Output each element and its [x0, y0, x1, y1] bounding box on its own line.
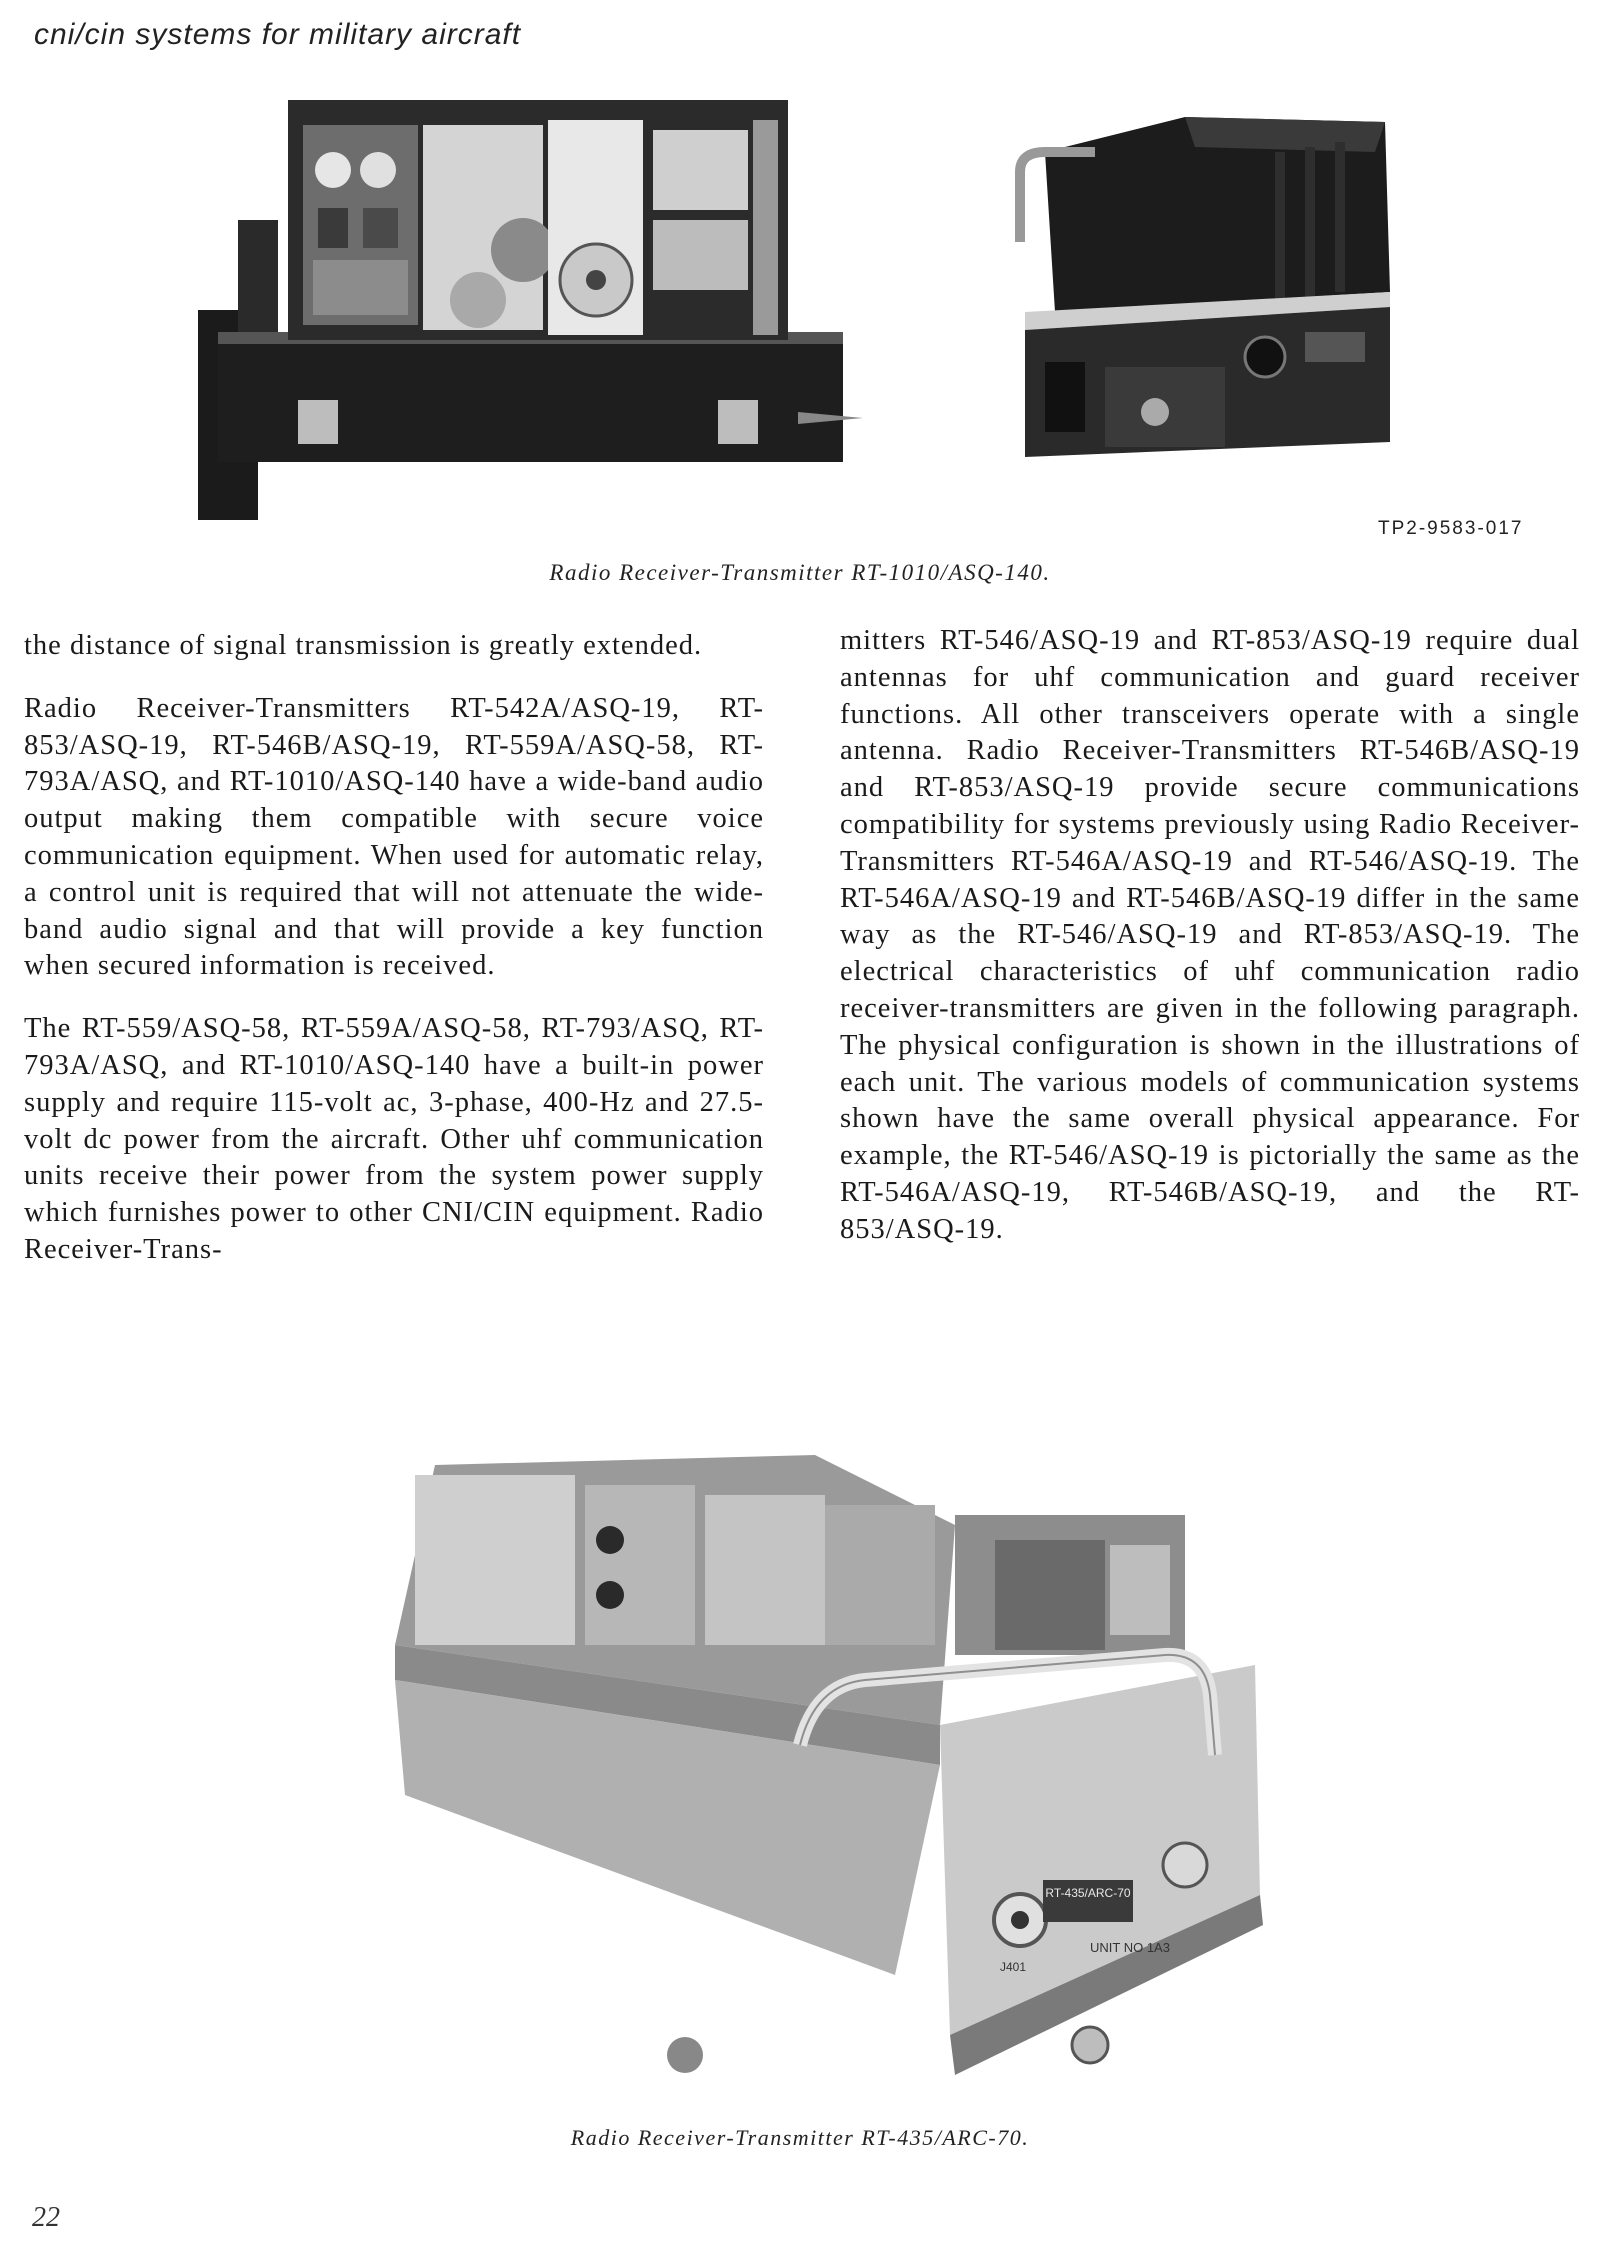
photo-rt1010-open-chassis	[198, 100, 863, 525]
photo-rt435-unit	[395, 1455, 1265, 2100]
nameplate-model: RT-435/ARC-70	[1045, 1886, 1131, 1900]
text-column-left	[24, 628, 764, 1295]
receiver-open-chassis-image	[198, 100, 863, 525]
running-head: cni/cin systems for military aircraft	[34, 18, 522, 51]
paragraph: The RT-559/ASQ-58, RT-559A/ASQ-58, RT-793/ASQ, RT-793A/ASQ, and RT-1010/ASQ-140 have a built-in power supply and require 115-volt ac, 3-phase, 400-Hz and 27.5-volt dc power from the aircraft. Other uhf communication units receive their power from the system power supply which furnishes power to other CNI/CIN equipment. Radio Receiver-Trans-	[24, 1013, 764, 1265]
paragraph: Radio Receiver-Transmitters RT-542A/ASQ-19, RT-853/ASQ-19, RT-546B/ASQ-19, RT-559A/ASQ-58, RT-793A/ASQ, and RT-1010/ASQ-140 have a wide-band audio output making them compatible with secure voice communication equipment. When used for automatic relay, a control unit is required that will not attenuate the wide-band audio signal and that will provide a key function when secured information is received.	[24, 692, 764, 982]
paragraph: mitters RT-546/ASQ-19 and RT-853/ASQ-19 require dual antennas for uhf communication and guard receiver functions. All other transceivers operate with a single antenna. Radio Receiver-Transmitters RT-546B/ASQ-19 and RT-853/ASQ-19 provide secure communications compatibility for systems previously using Radio Receiver-Transmitters RT-546A/ASQ-19 and RT-546/ASQ-19. The RT-546A/ASQ-19 and RT-546B/ASQ-19 differ in the same way as the RT-546/ASQ-19 and RT-853/ASQ-19. The electrical characteristics of uhf communication radio receiver-transmitters are given in the following paragraph. The physical configuration is shown in the illustrations of each unit. The various models of communication systems shown have the same overall physical appearance. For example, the RT-546/ASQ-19 is pictorially the same as the RT-546A/ASQ-19, RT-546B/ASQ-19, and the RT-853/ASQ-19.	[840, 625, 1580, 1245]
receiver-rt435-image	[395, 1455, 1265, 2100]
photo-rt1010-closed-case	[985, 112, 1400, 512]
figure-reference-code: TP2-9583-017	[1378, 518, 1524, 539]
figure-2-caption: Radio Receiver-Transmitter RT-435/ARC-70.	[570, 2125, 1030, 2150]
figure-1-caption: Radio Receiver-Transmitter RT-1010/ASQ-140.	[549, 560, 1051, 585]
receiver-closed-case-image	[985, 112, 1400, 512]
page-number: 22	[32, 2202, 60, 2233]
paragraph: the distance of signal transmission is greatly extended.	[24, 630, 703, 661]
nameplate-unit-number: UNIT NO 1A3	[1090, 1940, 1170, 1955]
connector-label: J401	[1000, 1960, 1027, 1974]
text-column-right	[840, 623, 1580, 1275]
